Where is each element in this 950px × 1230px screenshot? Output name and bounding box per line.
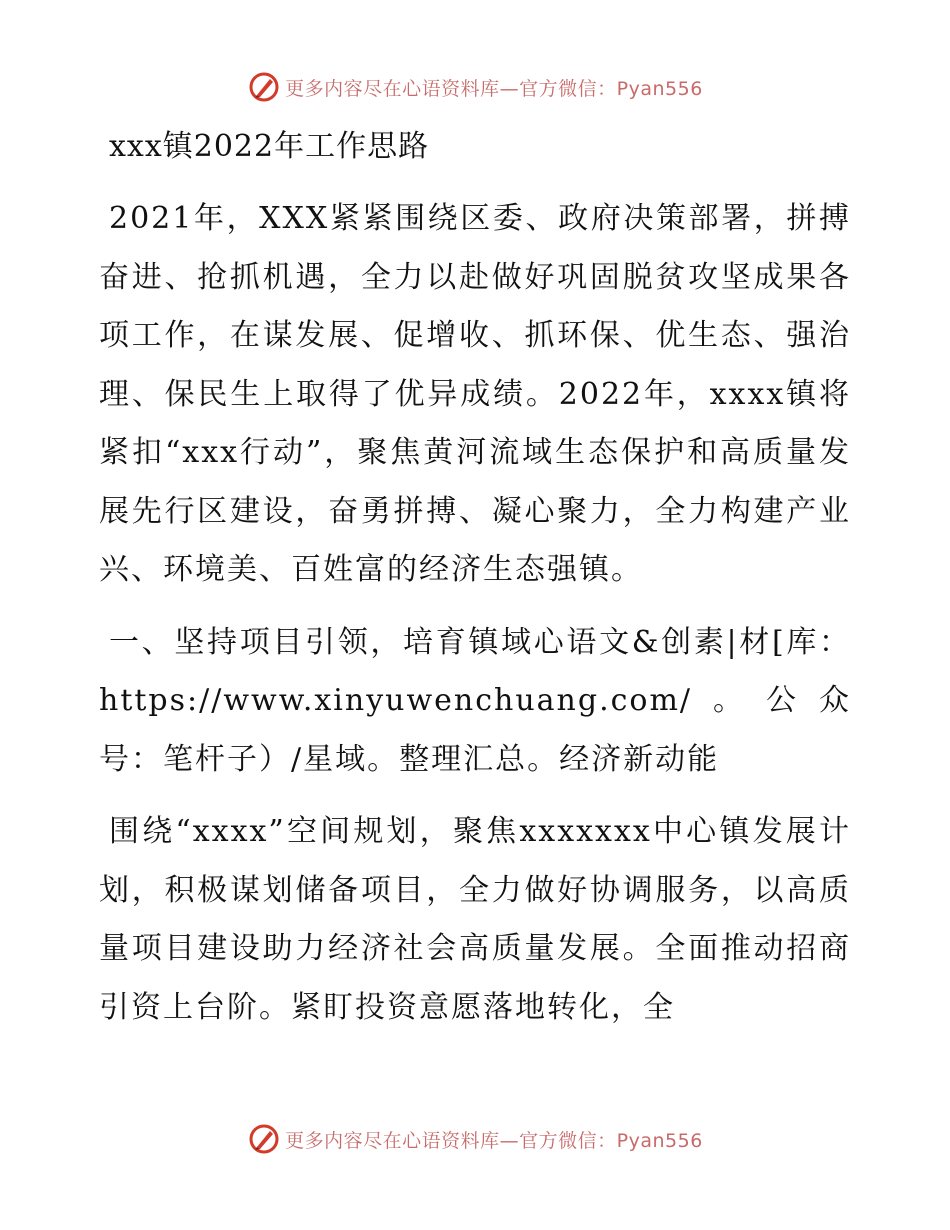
section-heading-1: 一、坚持项目引领，培育镇域心语文&创素|材[库：https://www.xinyuwenchuang.com/。公众号：笔杆子）/星域。整理汇总。经济新动能 <box>99 624 851 777</box>
header-banner-text: 更多内容尽在心语资料库—官方微信：Pyan556 <box>285 77 703 100</box>
document-body <box>99 118 851 1051</box>
paragraph-intro: 2021年，XXX紧紧围绕区委、政府决策部署，拼搏奋进、抢抓机遇，全力以赴做好巩固脱贫攻坚成果各项工作，在谋发展、促增收、抓环保、优生态、强治理、保民生上取得了优异成绩。2022年，xxxx镇将紧扣“xxx行动”，聚焦黄河流域生态保护和高质量发展先行区建设，奋勇拼搏、凝心聚力，全力构建产业兴、环境美、百姓富的经济生态强镇。 <box>99 201 851 587</box>
document-title: xxx镇2022年工作思路 <box>109 129 430 164</box>
footer-banner <box>0 1122 950 1161</box>
paragraph-section-1: 围绕“xxxx”空间规划，聚焦xxxxxxx中心镇发展计划，积极谋划储备项目，全力做好协调服务，以高质量项目建设助力经济社会高质量发展。全面推动招商引资上台阶。紧盯投资意愿落地转化，全 <box>99 814 851 1025</box>
header-banner <box>0 70 950 109</box>
pen-logo-icon <box>247 70 281 104</box>
footer-banner-text: 更多内容尽在心语资料库—官方微信：Pyan556 <box>285 1129 703 1152</box>
pen-logo-icon <box>247 1122 281 1156</box>
